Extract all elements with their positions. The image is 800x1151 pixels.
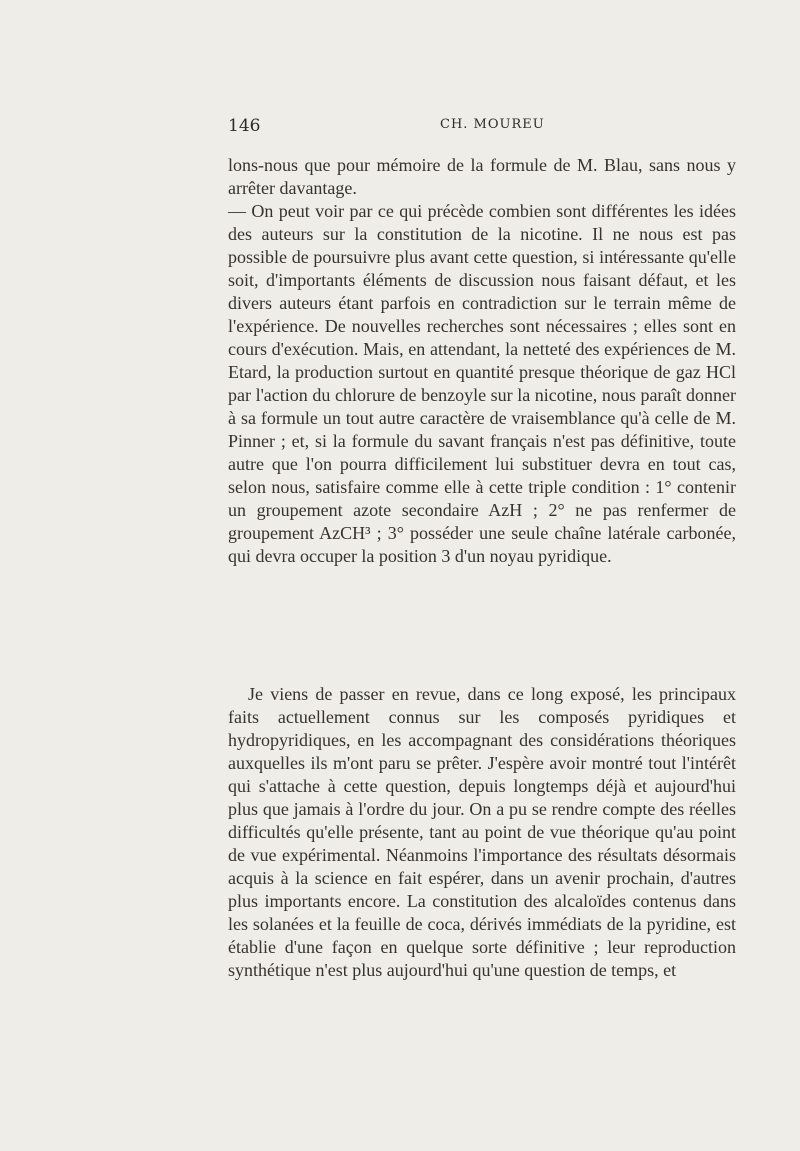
paragraph-conclusion: Je viens de passer en revue, dans ce long exposé, les principaux faits actuellement connus sur les composés pyridiques et hydropyridiques, en les accompagnant des considérations théoriques auxquelles ils m'ont paru se prêter. J'espère avoir montré tout l'intérêt qui s'attache à cette question, depuis longtemps déjà et aujourd'hui plus que jamais à l'ordre du jour. On a pu se rendre compte des réelles difficultés qu'elle présente, tant au point de vue théorique qu'au point de vue expérimental. Néanmoins l'importance des résultats désormais acquis à la science en fait espérer, dans un avenir prochain, d'autres plus importants encore. La constitution des alcaloïdes contenus dans les solanées et la feuille de coca, dérivés immédiats de la pyridine, est établie d'une façon en quelque sorte définitive ; leur reproduction synthétique n'est plus aujourd'hui qu'une question de temps, et (228, 684, 736, 980)
paragraph-nicotine-discussion: — On peut voir par ce qui précède combien sont différentes les idées des auteurs sur la constitution de la nicotine. Il ne nous est pas possible de poursuivre plus avant cette question, si intéressante qu'elle soit, d'importants éléments de discussion nous faisant défaut, et les divers auteurs étant parfois en contradiction sur le terrain même de l'expérience. De nouvelles recherches sont nécessaires ; elles sont en cours d'exécution. Mais, en attendant, la netteté des expériences de M. Etard, la production surtout en quantité presque théorique de gaz HCl par l'action du chlorure de benzoyle sur la nicotine, nous paraît donner à sa formule un tout autre caractère de vraisemblance qu'à celle de M. Pinner ; et, si la formule du savant français n'est pas définitive, toute autre que l'on pourra difficilement lui substituer devra en tout cas, selon nous, satisfaire comme elle à cette triple condition : 1° contenir un groupement azote secondaire AzH ; 2° ne pas renfermer de groupement AzCH³ ; 3° posséder une seule chaîne latérale carbonée, qui devra occuper la position 3 d'un noyau pyridique. (228, 201, 736, 566)
page-header (228, 116, 736, 140)
running-head: CH. MOUREU (440, 117, 545, 132)
page-number: 146 (228, 116, 261, 136)
text-block-conclusion (228, 683, 736, 982)
paragraph-continuation: lons-nous que pour mémoire de la formule de M. Blau, sans nous y arrêter davantage. (228, 155, 736, 198)
text-block-top (228, 154, 736, 568)
